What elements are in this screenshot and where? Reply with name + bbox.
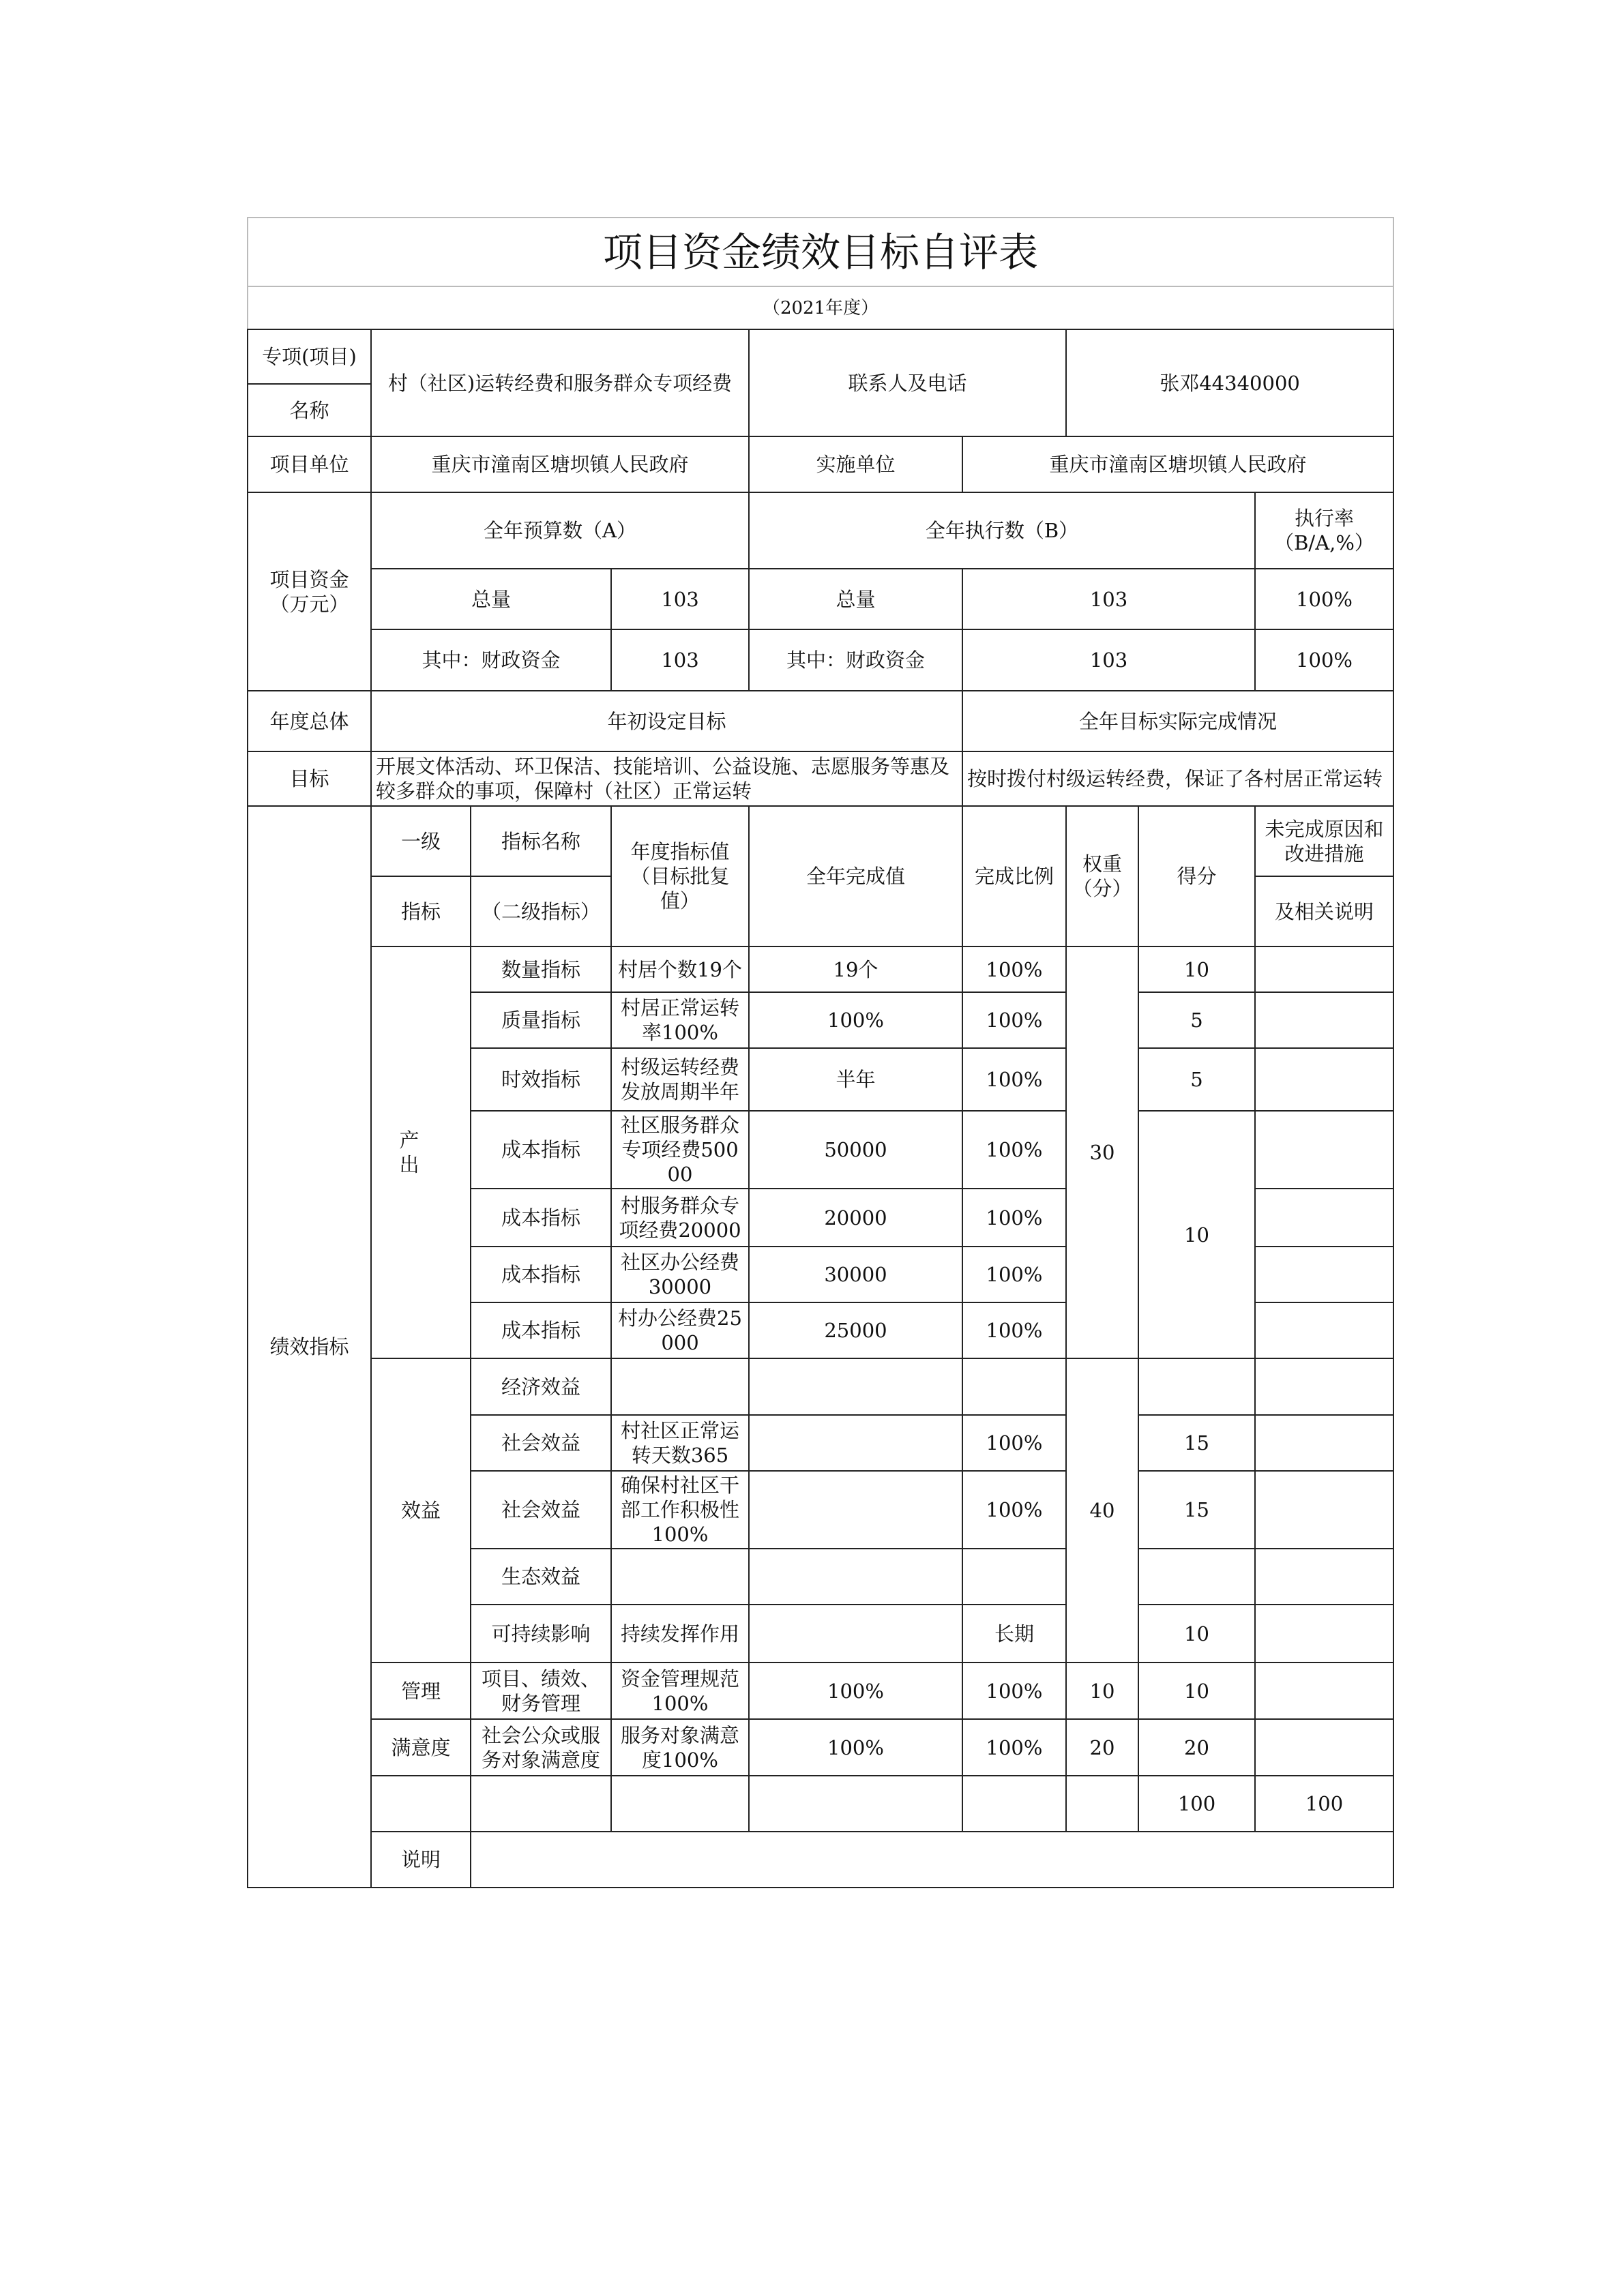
total-blank: [611, 1776, 749, 1832]
goals-label: 年度总体: [248, 691, 371, 751]
indicator-score: 5: [1138, 1048, 1255, 1111]
indicator-actual: 25000: [749, 1302, 962, 1358]
total-score: 100: [1255, 1776, 1393, 1832]
indicator-target: 村办公经费25000: [611, 1302, 749, 1358]
project-unit-label: 项目单位: [248, 436, 371, 492]
indicator-target: [611, 1358, 749, 1415]
indicator-target: 社区服务群众专项经费50000: [611, 1111, 749, 1189]
performance-self-evaluation-table: [247, 217, 1394, 1888]
indicator-target: 持续发挥作用: [611, 1605, 749, 1663]
indicator-actual: [749, 1415, 962, 1471]
indicator-actual: [749, 1605, 962, 1663]
rate-total: 100%: [1255, 569, 1393, 629]
indicator-ratio: [962, 1358, 1066, 1415]
budget-total-label: 总量: [371, 569, 611, 629]
goals-actual-text: 按时拨付村级运转经费，保证了各村居正常运转: [962, 751, 1393, 806]
project-unit: 重庆市潼南区塘坝镇人民政府: [371, 436, 749, 492]
indicator-note: [1255, 1302, 1393, 1358]
indicator-ratio: 100%: [962, 1663, 1066, 1719]
project-name: 村（社区)运转经费和服务群众专项经费: [371, 329, 749, 436]
indicator-note: [1255, 1605, 1393, 1663]
ratio-header: 完成比例: [962, 806, 1066, 946]
indicator-ratio: 100%: [962, 1189, 1066, 1247]
indicator-name: 时效指标: [471, 1048, 611, 1111]
score-header: 得分: [1138, 806, 1255, 946]
name-header: 指标名称: [471, 806, 611, 876]
indicator-note: [1255, 1358, 1393, 1415]
total-blank: [471, 1776, 611, 1832]
indicator-score: 10: [1138, 1605, 1255, 1663]
indicator-note: [1255, 992, 1393, 1048]
indicator-note: [1255, 1247, 1393, 1302]
indicator-ratio: 100%: [962, 1415, 1066, 1471]
goals-actual-header: 全年目标实际完成情况: [962, 691, 1393, 751]
indicator-actual: 100%: [749, 1663, 962, 1719]
indicator-actual: 19个: [749, 946, 962, 992]
contact-value: 张邓44340000: [1066, 329, 1393, 436]
indicator-ratio: 长期: [962, 1605, 1066, 1663]
goals-label-2: 目标: [248, 751, 371, 806]
exec-total-label: 总量: [749, 569, 962, 629]
rate-fiscal: 100%: [1255, 629, 1393, 691]
indicator-name: 生态效益: [471, 1549, 611, 1605]
indicator-ratio: [962, 1549, 1066, 1605]
indicator-target: 确保村社区干部工作积极性100%: [611, 1471, 749, 1549]
indicator-name: 社会效益: [471, 1471, 611, 1549]
indicator-score: 15: [1138, 1471, 1255, 1549]
indicators-section-label: 绩效指标: [248, 806, 371, 1888]
indicator-score: 10: [1138, 946, 1255, 992]
indicator-name: 经济效益: [471, 1358, 611, 1415]
indicator-target: 社区办公经费30000: [611, 1247, 749, 1302]
reason-header: 未完成原因和改进措施: [1255, 806, 1393, 876]
indicator-target: 服务对象满意度100%: [611, 1719, 749, 1776]
impl-unit: 重庆市潼南区塘坝镇人民政府: [962, 436, 1393, 492]
note-text: [471, 1832, 1393, 1888]
indicator-ratio: 100%: [962, 1247, 1066, 1302]
indicator-note: [1255, 946, 1393, 992]
project-name-label-2: 名称: [248, 384, 371, 436]
indicator-actual: 30000: [749, 1247, 962, 1302]
fiscal-year: （2021年度）: [248, 286, 1393, 329]
total-blank: [749, 1776, 962, 1832]
note-label: 说明: [371, 1832, 471, 1888]
indicator-ratio: 100%: [962, 1471, 1066, 1549]
indicator-note: [1255, 1549, 1393, 1605]
indicator-ratio: 100%: [962, 946, 1066, 992]
rate-header-line2: （B/A,%）: [1274, 531, 1374, 554]
budget-total-value: 103: [611, 569, 749, 629]
indicator-ratio: 100%: [962, 1048, 1066, 1111]
output-weight: 30: [1066, 946, 1138, 1358]
reason-header-2: 及相关说明: [1255, 876, 1393, 946]
rate-header: [1255, 492, 1393, 569]
indicator-target: 村社区正常运转天数365: [611, 1415, 749, 1471]
indicator-name: 成本指标: [471, 1189, 611, 1247]
indicator-target: 村级运转经费发放周期半年: [611, 1048, 749, 1111]
indicator-actual: [749, 1471, 962, 1549]
rate-header-line1: 执行率: [1295, 507, 1355, 530]
total-blank: [1066, 1776, 1138, 1832]
indicator-note: [1255, 1663, 1393, 1719]
exec-header: 全年执行数（B）: [749, 492, 1255, 569]
project-name-label: 专项(项目): [248, 329, 371, 384]
indicator-score: 20: [1138, 1719, 1255, 1776]
goals-initial-text: 开展文体活动、环卫保洁、技能培训、公益设施、志愿服务等惠及较多群众的事项，保障村（社区）正常运转: [371, 751, 962, 806]
impl-unit-label: 实施单位: [749, 436, 962, 492]
indicator-note: [1255, 1189, 1393, 1247]
level1-header-2: 指标: [371, 876, 471, 946]
exec-fiscal-label: 其中：财政资金: [749, 629, 962, 691]
satisfaction-weight: 20: [1066, 1719, 1138, 1776]
indicator-ratio: 100%: [962, 992, 1066, 1048]
total-blank: [962, 1776, 1066, 1832]
indicator-actual: 50000: [749, 1111, 962, 1189]
exec-fiscal-value: 103: [962, 629, 1255, 691]
exec-total-value: 103: [962, 569, 1255, 629]
indicator-name: 质量指标: [471, 992, 611, 1048]
indicator-note: [1255, 1111, 1393, 1189]
budget-header: 全年预算数（A）: [371, 492, 749, 569]
indicator-name: 社会效益: [471, 1415, 611, 1471]
indicator-name: 成本指标: [471, 1111, 611, 1189]
indicator-ratio: 100%: [962, 1719, 1066, 1776]
indicator-name: 可持续影响: [471, 1605, 611, 1663]
indicator-note: [1255, 1719, 1393, 1776]
indicator-score: [1138, 1358, 1255, 1415]
management-label: 管理: [371, 1663, 471, 1719]
indicator-actual: 100%: [749, 1719, 962, 1776]
cost-score: 10: [1138, 1111, 1255, 1358]
total-weight: 100: [1138, 1776, 1255, 1832]
indicator-name: 数量指标: [471, 946, 611, 992]
indicator-target: 村居正常运转率100%: [611, 992, 749, 1048]
budget-fiscal-label: 其中：财政资金: [371, 629, 611, 691]
form-title: 项目资金绩效目标自评表: [248, 218, 1393, 286]
indicator-target: 村居个数19个: [611, 946, 749, 992]
indicator-score: 10: [1138, 1663, 1255, 1719]
indicator-score: 5: [1138, 992, 1255, 1048]
funds-label-line1: 项目资金: [269, 567, 349, 591]
satisfaction-label: 满意度: [371, 1719, 471, 1776]
indicator-actual: 半年: [749, 1048, 962, 1111]
funds-label: [248, 492, 371, 691]
indicator-target: 资金管理规范100%: [611, 1663, 749, 1719]
indicator-note: [1255, 1415, 1393, 1471]
indicator-score: [1138, 1549, 1255, 1605]
target-header: 年度指标值（目标批复值）: [611, 806, 749, 946]
actual-header: 全年完成值: [749, 806, 962, 946]
indicator-actual: 20000: [749, 1189, 962, 1247]
funds-label-line2: （万元）: [269, 592, 349, 616]
output-label: 产 出: [371, 946, 471, 1358]
indicator-actual: [749, 1358, 962, 1415]
contact-label: 联系人及电话: [749, 329, 1066, 436]
benefit-label: 效益: [371, 1358, 471, 1663]
budget-fiscal-value: 103: [611, 629, 749, 691]
indicator-score: 15: [1138, 1415, 1255, 1471]
name-header-2: （二级指标）: [471, 876, 611, 946]
indicator-actual: 100%: [749, 992, 962, 1048]
indicator-target: [611, 1549, 749, 1605]
indicator-ratio: 100%: [962, 1111, 1066, 1189]
indicator-note: [1255, 1471, 1393, 1549]
indicator-actual: [749, 1549, 962, 1605]
indicator-target: 村服务群众专项经费20000: [611, 1189, 749, 1247]
goals-initial-header: 年初设定目标: [371, 691, 962, 751]
management-weight: 10: [1066, 1663, 1138, 1719]
total-blank: [371, 1776, 471, 1832]
indicator-note: [1255, 1048, 1393, 1111]
level1-header: 一级: [371, 806, 471, 876]
indicator-name: 成本指标: [471, 1302, 611, 1358]
benefit-weight: 40: [1066, 1358, 1138, 1663]
indicator-name: 成本指标: [471, 1247, 611, 1302]
indicator-ratio: 100%: [962, 1302, 1066, 1358]
indicator-name: 项目、绩效、财务管理: [471, 1663, 611, 1719]
weight-header: 权重（分）: [1066, 806, 1138, 946]
indicator-name: 社会公众或服务对象满意度: [471, 1719, 611, 1776]
